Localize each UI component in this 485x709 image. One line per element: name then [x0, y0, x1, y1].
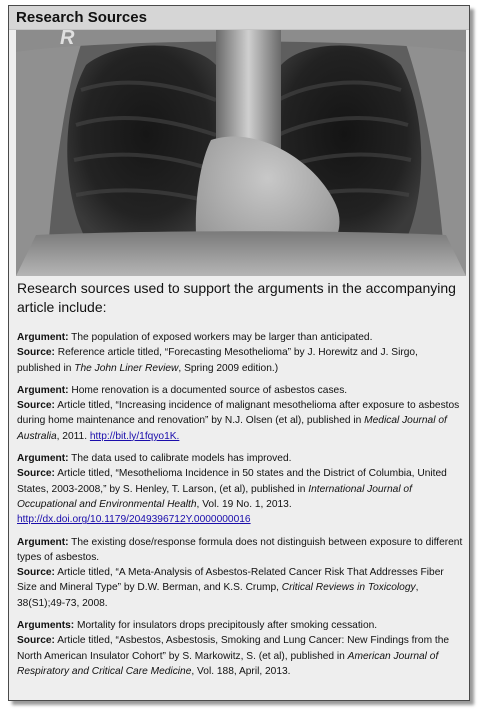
source-text-end: , Vol. 188, April, 2013.: [191, 665, 291, 677]
source-text-end: , Vol. 19 No. 1, 2013.: [196, 498, 292, 510]
source-text-end: , Spring 2009 edition.): [178, 362, 279, 374]
chest-xray-image: [16, 30, 466, 276]
source-link[interactable]: http://dx.doi.org/10.1179/2049396712Y.0000000016: [17, 514, 251, 526]
research-sources-panel: [8, 5, 470, 701]
argument-text: Home renovation is a documented source of asbestos cases.: [71, 384, 348, 396]
argument-label: Argument:: [17, 332, 69, 343]
source-text-end: , 38(S1);49-73, 2008.: [17, 582, 419, 609]
source-text: Article titled, “Increasing incidence of malignant mesothelioma after exposure to asbestos during home maintenance and renovation” by N.J. Olsen (et al), published in: [17, 400, 460, 427]
source-entry: [17, 383, 463, 444]
source-entry: [17, 535, 463, 611]
source-label: Source:: [17, 635, 55, 647]
source-entry: [17, 330, 463, 376]
argument-text: The population of exposed workers may be larger than anticipated.: [71, 332, 373, 343]
publication-title: International Journal of Occupational and Environmental Health: [17, 483, 412, 510]
argument-text: Mortality for insulators drops precipitously after smoking cessation.: [77, 620, 378, 632]
source-link[interactable]: http://bit.ly/1fqyo1K.: [89, 430, 180, 442]
panel-header: [9, 6, 469, 30]
argument-label: Argument:: [17, 453, 69, 465]
argument-text: The existing dose/response formula does not distinguish between exposure to different types of asbestos.: [17, 536, 463, 563]
sources-list: [17, 330, 463, 686]
source-text-end: , 2011.: [56, 430, 88, 442]
source-label: Source:: [17, 567, 55, 579]
source-text: Article titled, “Mesothelioma Incidence in 50 states and the District of Columbia, United States, 2003-2008,” by S. Henley, T. Larson, (et al), published in: [17, 468, 447, 495]
argument-text: The data used to calibrate models has improved.: [71, 453, 292, 465]
arguments-label: Arguments:: [17, 620, 75, 632]
publication-title: Critical Reviews in Toxicology: [281, 582, 416, 594]
xray-orientation-marker: R: [60, 30, 75, 49]
argument-label: Argument:: [17, 536, 69, 548]
source-text: Article titled, “Asbestos, Asbestosis, Smoking and Lung Cancer: New Findings from the North American Insulator Cohort” by S. Markowitz, S. (et al), published in: [17, 635, 450, 662]
source-entry: [17, 451, 463, 527]
publication-title: American Journal of Respiratory and Critical Care Medicine: [17, 650, 439, 677]
source-entry: [17, 618, 463, 679]
source-text: Article titled, “A Meta-Analysis of Asbestos-Related Cancer Risk That Addresses Fiber Size and Mineral Type” by D.W. Berman, and K.S. Crump,: [17, 567, 444, 594]
source-text: Reference article titled, “Forecasting Mesothelioma” by J. Horewitz and J. Sirgo, published in: [17, 347, 418, 374]
publication-title: The John Liner Review: [74, 362, 179, 374]
source-label: Source:: [17, 400, 55, 412]
source-label: Source:: [17, 468, 55, 480]
argument-label: Argument:: [17, 384, 69, 396]
intro-text: Research sources used to support the arguments in the accompanying article include:: [17, 280, 456, 315]
panel-title: Research Sources: [16, 9, 147, 26]
publication-title: Medical Journal of Australia: [17, 415, 447, 442]
source-label: Source:: [17, 347, 55, 359]
